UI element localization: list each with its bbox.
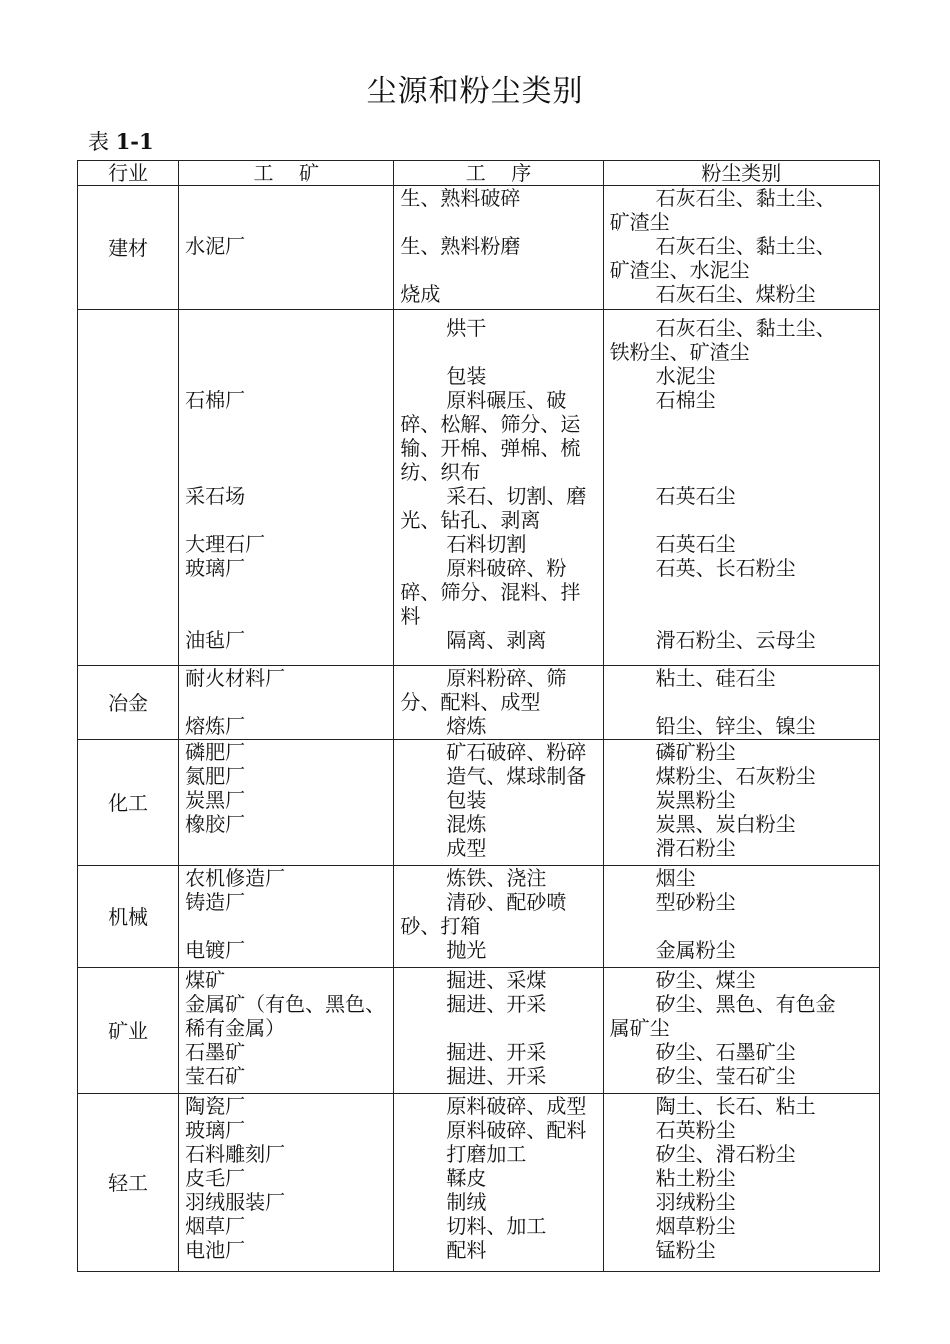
factory-name: 熔炼厂 [185,714,246,738]
factory-name: 炭黑厂 [185,788,246,812]
process-text: 光、钻孔、剥离 [400,508,541,532]
process-text: 原料粉碎、筛 [446,666,567,690]
industry-cell: 矿业 [78,968,179,1094]
factory-name: 农机修造厂 [185,866,286,890]
process-text: 清砂、配砂喷 [446,890,567,914]
process-cell [394,666,603,740]
factory-cell [179,666,394,740]
industry-cell: 轻工 [78,1094,179,1272]
process-text: 熔炼 [446,714,487,738]
dust-text: 型砂粉尘 [655,890,736,914]
dust-text: 粘土、硅石尘 [655,666,776,690]
process-text: 掘进、采煤 [446,968,547,992]
process-text: 生、熟料破碎 [400,186,521,210]
process-text: 包装 [446,364,487,388]
factory-name: 稀有金属） [185,1016,286,1040]
process-text: 制绒 [446,1190,487,1214]
dust-text: 铁粉尘、矿渣尘 [609,340,750,364]
factory-name: 石墨矿 [185,1040,246,1064]
header-factory: 工 矿 [179,161,394,186]
factory-name: 煤矿 [185,968,226,992]
header-industry: 行业 [78,161,179,186]
process-text: 掘进、开采 [446,1040,547,1064]
process-text: 抛光 [446,938,487,962]
process-text: 成型 [446,836,487,860]
process-text: 输、开棉、弹棉、梳 [400,436,581,460]
dust-text: 石英粉尘 [655,1118,736,1142]
dust-text: 石灰石尘、煤粉尘 [655,282,816,306]
dust-text: 矽尘、黑色、有色金 [655,992,836,1016]
dust-text: 锰粉尘 [655,1238,716,1262]
process-text: 生、熟料粉磨 [400,234,521,258]
process-text: 矿石破碎、粉碎 [446,740,587,764]
dust-cell [603,740,879,866]
process-text: 料 [400,604,421,628]
process-cell [394,186,603,310]
factory-name: 油毡厂 [185,628,246,652]
process-text: 原料破碎、成型 [446,1094,587,1118]
process-cell [394,740,603,866]
factory-name: 羽绒服装厂 [185,1190,286,1214]
factory-cell [179,310,394,666]
process-text: 烧成 [400,282,441,306]
process-text: 打磨加工 [446,1142,527,1166]
dust-text: 矽尘、莹石矿尘 [655,1064,796,1088]
factory-name: 莹石矿 [185,1064,246,1088]
dust-cell [603,666,879,740]
process-text: 切料、加工 [446,1214,547,1238]
process-text: 碎、筛分、混料、拌 [400,580,581,604]
process-text: 掘进、开采 [446,1064,547,1088]
dust-text: 石英、长石粉尘 [655,556,796,580]
industry-cell: 冶金 [78,666,179,740]
table-row [78,866,880,968]
header-dust: 粉尘类别 [603,161,879,186]
dust-text: 羽绒粉尘 [655,1190,736,1214]
factory-name: 电池厂 [185,1238,246,1262]
process-cell [394,1094,603,1272]
process-text: 鞣皮 [446,1166,487,1190]
factory-name: 采石场 [185,484,246,508]
table-label: 表 [88,130,109,154]
dust-cell [603,866,879,968]
dust-text: 属矿尘 [609,1016,670,1040]
process-cell [394,968,603,1094]
dust-text: 矽尘、石墨矿尘 [655,1040,796,1064]
factory-name: 大理石厂 [185,532,266,556]
process-text: 包装 [446,788,487,812]
dust-text: 石灰石尘、黏土尘、 [655,186,836,210]
table-caption [88,126,154,156]
dust-text: 石灰石尘、黏土尘、 [655,234,836,258]
factory-name: 磷肥厂 [185,740,246,764]
dust-cell [603,310,879,666]
process-text: 原料破碎、配料 [446,1118,587,1142]
page-title: 尘源和粉尘类别 [366,74,584,109]
dust-text: 石棉尘 [655,388,716,412]
table-row [78,1094,880,1272]
industry-cell: 机械 [78,866,179,968]
process-text: 掘进、开采 [446,992,547,1016]
dust-text: 炭黑、炭白粉尘 [655,812,796,836]
dust-cell [603,1094,879,1272]
factory-cell [179,866,394,968]
industry-cell: 化工 [78,740,179,866]
factory-name: 石棉厂 [185,388,246,412]
dust-text: 矽尘、煤尘 [655,968,756,992]
dust-text: 石灰石尘、黏土尘、 [655,316,836,340]
factory-cell [179,1094,394,1272]
dust-cell [603,968,879,1094]
dust-text: 炭黑粉尘 [655,788,736,812]
process-cell [394,310,603,666]
dust-text: 滑石粉尘、云母尘 [655,628,816,652]
factory-cell [179,740,394,866]
factory-name: 石料雕刻厂 [185,1142,286,1166]
process-text: 纺、织布 [400,460,481,484]
table-row [78,310,880,666]
dust-text: 铅尘、锌尘、镍尘 [655,714,816,738]
dust-text: 矿渣尘、水泥尘 [609,258,750,282]
factory-name: 金属矿（有色、黑色、 [185,992,386,1016]
factory-name: 皮毛厂 [185,1166,246,1190]
table-header-row [78,161,880,186]
process-text: 炼铁、浇注 [446,866,547,890]
factory-cell [179,186,394,310]
process-text: 隔离、剥离 [446,628,547,652]
header-process: 工 序 [394,161,603,186]
process-text: 配料 [446,1238,487,1262]
table-number: 1-1 [115,129,154,154]
dust-text: 矽尘、滑石粉尘 [655,1142,796,1166]
dust-text: 金属粉尘 [655,938,736,962]
factory-name: 电镀厂 [185,938,246,962]
factory-name: 水泥厂 [185,234,246,258]
process-text: 原料破碎、粉 [446,556,567,580]
process-text: 碎、松解、筛分、运 [400,412,581,436]
process-cell [394,866,603,968]
industry-cell: 建材 [78,186,179,310]
dust-text: 烟草粉尘 [655,1214,736,1238]
dust-text: 石英石尘 [655,532,736,556]
dust-text: 滑石粉尘 [655,836,736,860]
table-row [78,968,880,1094]
dust-text: 磷矿粉尘 [655,740,736,764]
factory-name: 玻璃厂 [185,556,246,580]
dust-text: 石英石尘 [655,484,736,508]
table-row [78,186,880,310]
dust-cell [603,186,879,310]
dust-text: 矿渣尘 [609,210,670,234]
dust-text: 水泥尘 [655,364,716,388]
process-text: 砂、打箱 [400,914,481,938]
factory-name: 玻璃厂 [185,1118,246,1142]
process-text: 造气、煤球制备 [446,764,587,788]
process-text: 采石、切割、磨 [446,484,587,508]
factory-name: 氮肥厂 [185,764,246,788]
factory-name: 烟草厂 [185,1214,246,1238]
dust-text: 陶土、长石、粘土 [655,1094,816,1118]
factory-name: 铸造厂 [185,890,246,914]
dust-text: 烟尘 [655,866,696,890]
dust-text: 粘土粉尘 [655,1166,736,1190]
factory-cell [179,968,394,1094]
factory-name: 陶瓷厂 [185,1094,246,1118]
factory-name: 耐火材料厂 [185,666,286,690]
table-row [78,740,880,866]
factory-name: 橡胶厂 [185,812,246,836]
dust-source-table [77,160,880,1272]
table-row [78,666,880,740]
process-text: 石料切割 [446,532,527,556]
process-text: 混炼 [446,812,487,836]
process-text: 原料碾压、破 [446,388,567,412]
process-text: 烘干 [446,316,487,340]
dust-text: 煤粉尘、石灰粉尘 [655,764,816,788]
process-text: 分、配料、成型 [400,690,541,714]
industry-cell [78,310,179,666]
